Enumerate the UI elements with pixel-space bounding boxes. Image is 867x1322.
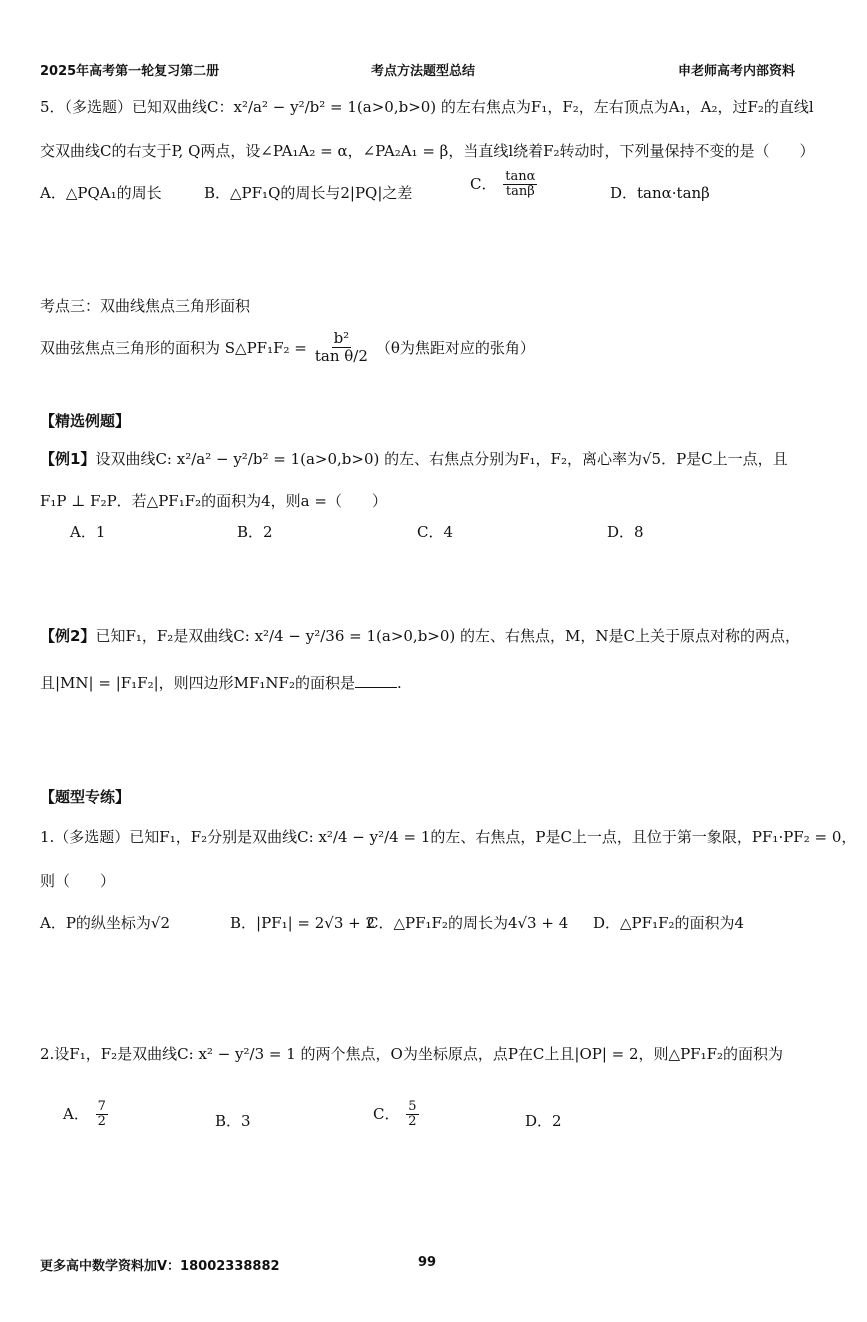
formula-fraction xyxy=(313,330,370,364)
page-number: 99 xyxy=(418,1255,437,1270)
example1-line2: F₁P ⊥ F₂P．若△PF₁F₂的面积为4，则a =（ ） xyxy=(40,492,387,510)
practice2-option-a-denominator: 2 xyxy=(97,1114,106,1130)
q5-option-a: A．△PQA₁的周长 xyxy=(40,184,162,202)
practice2-option-c-denominator: 2 xyxy=(408,1114,417,1130)
selected-examples-title: 【精选例题】 xyxy=(40,412,131,430)
example1-option-b: B．2 xyxy=(237,523,273,541)
practice2-option-a-label: A． xyxy=(63,1104,89,1123)
header-center: 考点方法题型总结 xyxy=(371,64,476,79)
formula-denominator: tan θ/2 xyxy=(314,346,368,365)
practice2-line1: 2.设F₁，F₂是双曲线C: x² − y²/3 = 1 的两个焦点，O为坐标原点，点P在C上且|OP| = 2，则△PF₁F₂的面积为 xyxy=(40,1045,784,1063)
example1-text1: 设双曲线C: x²/a² − y²/b² = 1(a>0,b>0) 的左、右焦点分别为F₁，F₂，离心率为√5．P是C上一点，且 xyxy=(95,450,788,468)
formula-pre: 双曲弦焦点三角形的面积为 S△PF₁F₂ = xyxy=(40,338,307,357)
practice-title: 【题型专练】 xyxy=(40,788,131,806)
example2-line1 xyxy=(40,625,800,646)
practice1-line2: 则（ ） xyxy=(40,872,116,890)
practice2-option-a-numerator: 7 xyxy=(97,1099,106,1114)
example1-label: 【例1】 xyxy=(40,450,96,468)
q5-option-c-label: C． xyxy=(470,174,497,193)
footer-left: 更多高中数学资料加V：18002338882 xyxy=(40,1259,280,1274)
q5-option-d: D．tanα·tanβ xyxy=(610,184,710,202)
q5-line1: 5．（多选题）已知双曲线C：x²/a² − y²/b² = 1(a>0,b>0) 的左右焦点为F₁，F₂，左右顶点为A₁，A₂，过F₂的直线l xyxy=(40,98,814,116)
answer-blank xyxy=(355,687,397,688)
q5-option-c-fraction xyxy=(503,170,537,200)
example2-label: 【例2】 xyxy=(40,627,96,645)
practice2-option-c-fraction xyxy=(406,1100,418,1130)
section-title: 考点三：双曲线焦点三角形面积 xyxy=(40,297,251,315)
q5-option-c xyxy=(470,170,539,200)
practice1-option-b: B．|PF₁| = 2√3 + 2 xyxy=(230,914,376,932)
practice2-option-b: B．3 xyxy=(215,1112,251,1130)
header-right: 申老师高考内部资料 xyxy=(678,64,796,79)
q5-option-b: B．△PF₁Q的周长与2|PQ|之差 xyxy=(204,184,413,202)
practice1-option-a: A．P的纵坐标为√2 xyxy=(40,914,171,932)
practice2-option-a-fraction xyxy=(96,1100,108,1130)
q5-option-c-denominator: tanβ xyxy=(505,184,535,200)
formula-post: （θ为焦距对应的张角） xyxy=(375,338,535,357)
formula-line xyxy=(40,330,535,364)
q5-line2: 交双曲线C的右支于P, Q两点，设∠PA₁A₂ = α，∠PA₂A₁ = β，当直线l绕着F₂转动时，下列量保持不变的是（ ） xyxy=(40,142,815,160)
practice1-option-c: C．△PF₁F₂的周长为4√3 + 4 xyxy=(367,914,569,932)
practice2-option-a xyxy=(63,1100,110,1130)
example1-option-c: C．4 xyxy=(417,523,454,541)
practice2-option-d: D．2 xyxy=(525,1112,562,1130)
example2-text2: 且|MN| = |F₁F₂|，则四边形MF₁NF₂的面积是 xyxy=(40,674,355,692)
header-left: 2025年高考第一轮复习第二册 xyxy=(40,64,220,79)
practice2-option-c-numerator: 5 xyxy=(408,1099,417,1114)
example1-option-d: D．8 xyxy=(607,523,644,541)
practice1-line1: 1.（多选题）已知F₁，F₂分别是双曲线C: x²/4 − y²/4 = 1的左、右焦点，P是C上一点，且位于第一象限，PF₁·PF₂ = 0， xyxy=(40,828,857,846)
example2-line2 xyxy=(40,672,402,693)
practice2-option-c-label: C． xyxy=(373,1104,400,1123)
formula-numerator: b² xyxy=(333,329,350,347)
example1-option-a: A．1 xyxy=(70,523,106,541)
example2-text1: 已知F₁，F₂是双曲线C: x²/4 − y²/36 = 1(a>0,b>0) 的左、右焦点，M，N是C上关于原点对称的两点， xyxy=(95,627,801,645)
practice2-option-c xyxy=(373,1100,421,1130)
practice1-option-d: D．△PF₁F₂的面积为4 xyxy=(593,914,745,932)
q5-option-c-numerator: tanα xyxy=(505,169,536,184)
example2-text2-end: . xyxy=(396,674,402,692)
example1-line1 xyxy=(40,448,788,469)
